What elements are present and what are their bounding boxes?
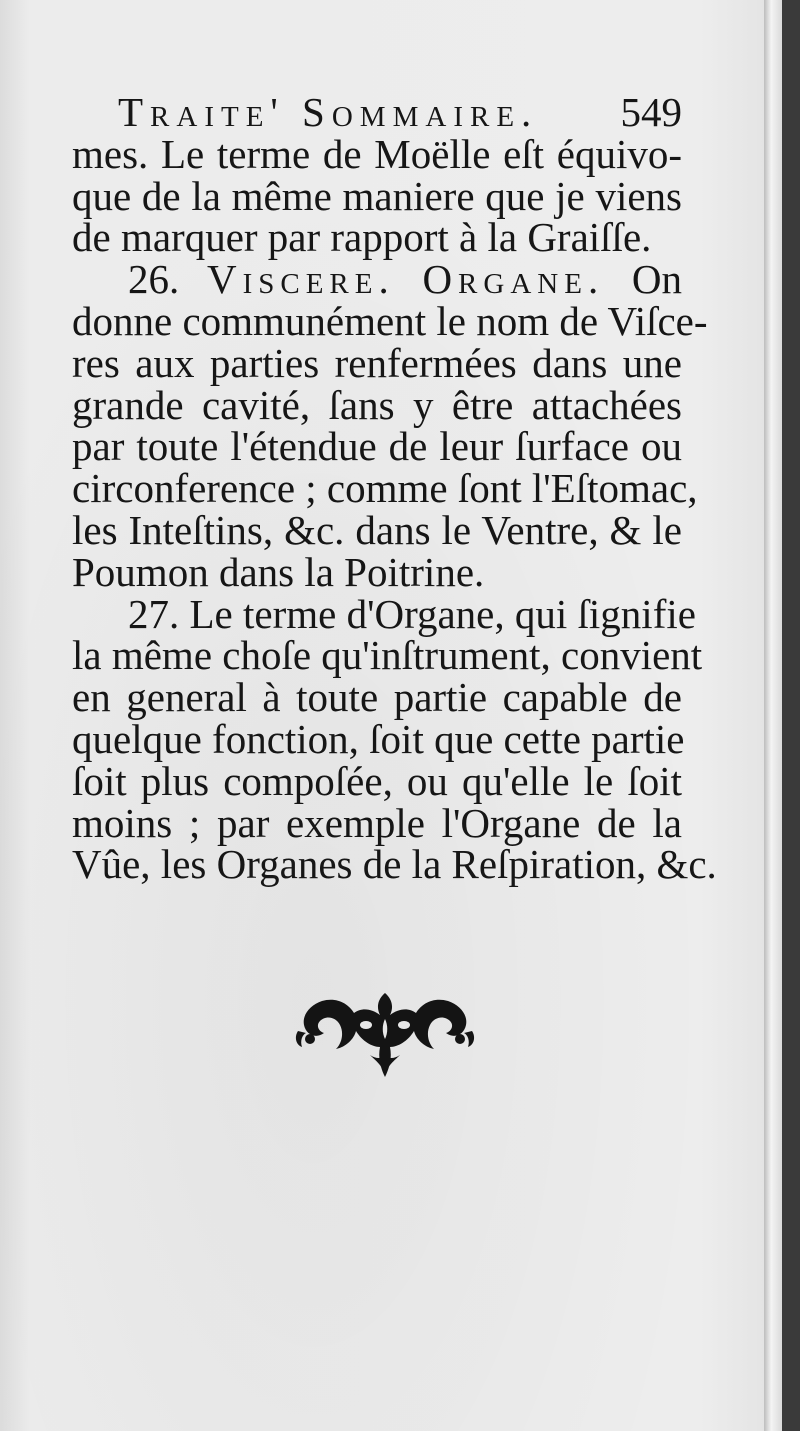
text-line: ſoit plus compoſée, ou qu'elle le ſoit: [72, 757, 682, 804]
text-line: donne communément le nom de Viſce-: [72, 297, 708, 344]
section-number: 26.: [128, 256, 180, 303]
text-line: par toute l'étendue de leur ſurface ou: [72, 423, 682, 470]
page-text: [72, 89, 717, 888]
text-line: 27. Le terme d'Organe, qui ſignifie: [128, 590, 696, 637]
text-line: res aux parties renfermées dans une: [72, 339, 682, 386]
text-line: moins ; par exemple l'Organe de la: [72, 799, 682, 846]
section-heading-viscere: Viscere.: [206, 256, 395, 303]
section-first-word: On: [631, 256, 683, 303]
text-line: que de la même maniere que je viens: [72, 172, 682, 219]
running-head-title: Traite' Sommaire.: [118, 89, 539, 135]
text-line: mes. Le terme de Moëlle eſt équivo-: [72, 130, 682, 177]
text-line: les Inteſtins, &c. dans le Ventre, & le: [72, 506, 682, 553]
text-line: circonference ; comme ſont l'Eſtomac,: [72, 465, 698, 512]
text-line: grande cavité, ſans y être attachées: [72, 381, 682, 428]
fleuron-ornament-icon: [292, 985, 478, 1081]
text-line: quelque fonction, ſoit que cette partie: [72, 715, 685, 762]
text-line: Poumon dans la Poitrine.: [72, 548, 485, 595]
section-heading-organe: Organe.: [422, 256, 605, 303]
text-line: de marquer par rapport à la Graiſſe.: [72, 214, 652, 261]
page-number: 549: [620, 89, 682, 135]
page-edge: [764, 0, 782, 1431]
text-line: en general à toute partie capable de: [72, 674, 682, 721]
section-26-heading-line: [72, 256, 683, 303]
text-line: la même choſe qu'inſtrument, convient: [72, 632, 703, 679]
running-head: [72, 89, 682, 135]
text-line: Vûe, les Organes de la Reſpiration, &c.: [72, 841, 717, 888]
